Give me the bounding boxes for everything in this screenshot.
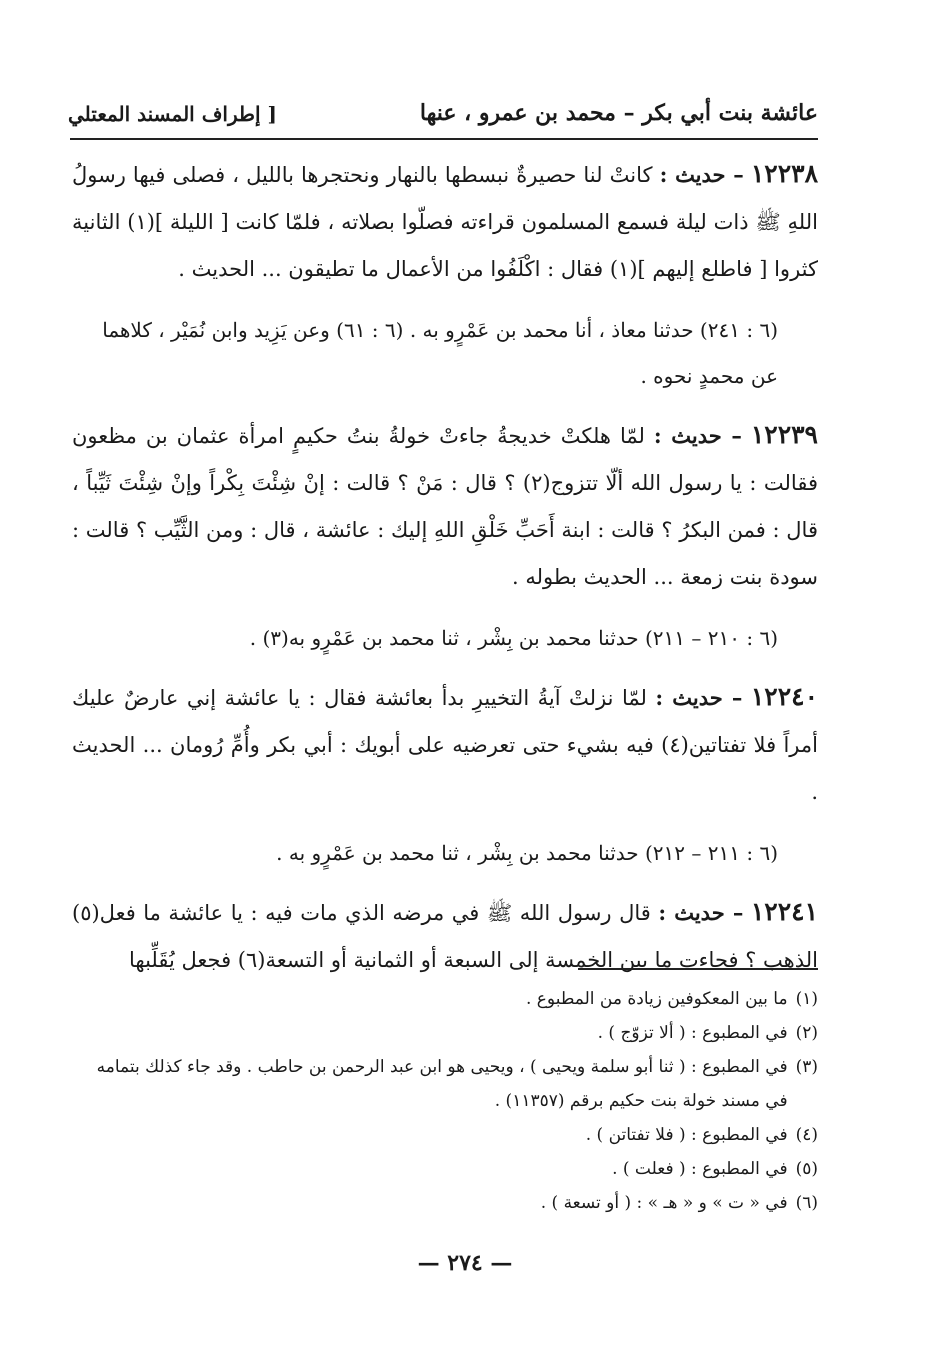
hadith-number: ١٢٢٤١: [750, 897, 819, 926]
hadith-text: لمّا هلكتْ خديجةُ جاءتْ خولةُ بنتُ حكيمٍ امرأة عثمان بن مظعون فقالت : يا رسول الله ألّا تتزوج(٢) ؟ قال : مَنْ ؟ قالت : إنْ شِئْتَ بِكْراً وإنْ شِئْتَ ثَيِّباً ، قال : فمن البكرُ ؟ قالت : ابنة أَحَبِّ خَلْقِ اللهِ إليك : عائشة ، قال : ومن الثَّيِّب ؟ قالت : سودة بنت زمعة ... الحديث بطوله .: [72, 424, 818, 589]
header-chapter-title: عائشة بنت أبي بكر – محمد بن عمرو ، عنها: [419, 100, 818, 126]
footnote-number: (٣): [795, 1057, 818, 1077]
footnote-number: (٥): [795, 1159, 818, 1179]
footnote-text: في المطبوع : ( ثنا أبو سلمة ويحيى ) ، ويحيى هو ابن عبد الرحمن بن حاطب . وقد جاء كذلك بتمامه في مسند خولة بنت حكيم برقم (١١٣٥٧) .: [96, 1057, 788, 1111]
footnote-text: في المطبوع : ( فعلت ) .: [612, 1159, 788, 1179]
footnotes: [72, 982, 818, 1220]
footnote-number: (٦): [795, 1193, 818, 1213]
header-book-title: [ إطراف المسند المعتلي: [68, 102, 277, 126]
hadith-source: (٦ : ٢١١ – ٢١٢) حدثنا محمد بن بِشْر ، ثنا محمد بن عَمْرٍو به .: [276, 841, 778, 865]
hadith-number: ١٢٢٤٠: [750, 682, 818, 711]
footnote-number: (١): [795, 989, 818, 1009]
header-rule: [70, 138, 818, 140]
hadith-source: (٦ : ٢٤١) حدثنا معاذ ، أنا محمد بن عَمْرٍو به . (٦ : ٦١) وعن يَزِيد وابن نُمَيْر ، كلاهما عن محمدٍ نحوه .: [102, 318, 778, 388]
footnote: [72, 1050, 818, 1118]
footnote-text: ما بين المعكوفين زيادة من المطبوع .: [525, 989, 788, 1009]
page-number: — ٢٧٤ —: [417, 1250, 513, 1276]
hadith-keyword: – حديث :: [659, 162, 744, 187]
hadith-entry: [72, 673, 818, 816]
footnote: [72, 1016, 818, 1050]
hadith-text: قال رسول الله ﷺ في مرضه الذي مات فيه : يا عائشة ما فعل(٥) الذهب ؟ فجاءت ما بين الخمسة إلى السبعة أو الثمانية أو التسعة(٦) فجعل يُقَلِّبها: [72, 901, 818, 972]
hadith-text: كانتْ لنا حصيرةٌ نبسطها بالنهار ونحتجرها بالليل ، فصلى فيها رسولُ اللهِ ﷺ ذات ليلة فسمع المسلمون قراءته فصلّوا بصلاته ، فلمّا كانت [ الليلة ](١) الثانية كثروا [ فاطلع إليهم ](١) فقال : اكْلَفُوا من الأعمال ما تطيقون ... الحديث .: [72, 163, 818, 281]
running-header: [68, 100, 818, 134]
footnote-text: في المطبوع : ( ألا تزوّج ) .: [597, 1023, 788, 1043]
footnote: [72, 1152, 818, 1186]
footnote-text: في المطبوع : ( فلا تفتاتن ) .: [585, 1125, 788, 1145]
footnote: [72, 1118, 818, 1152]
footnote-number: (٢): [795, 1023, 818, 1043]
hadith-entry: [72, 411, 818, 601]
hadith-keyword: – حديث :: [655, 685, 743, 710]
hadith-entry: [72, 150, 818, 293]
footnote: [72, 982, 818, 1016]
hadith-text: لمّا نزلتْ آيةُ التخييرِ بدأ بعائشة فقال : يا عائشة إني عارضٌ عليك أمراً فلا تفتاتين(٤) فيه بشيء حتى تعرضيه على أبويك : أبي بكر وأُمِّ رُومان ... الحديث .: [72, 686, 818, 804]
hadith-number: ١٢٢٣٩: [750, 420, 818, 449]
footnote-text: في « ت » و « هـ » : ( أو تسعة ) .: [540, 1193, 788, 1213]
footnote-number: (٤): [795, 1125, 818, 1145]
main-text: [72, 150, 818, 984]
hadith-keyword: – حديث :: [653, 423, 742, 448]
footnote-rule: [578, 968, 818, 970]
hadith-number: ١٢٢٣٨: [750, 159, 818, 188]
hadith-source: (٦ : ٢١٠ – ٢١١) حدثنا محمد بن بِشْر ، ثنا محمد بن عَمْرٍو به(٣) .: [249, 626, 778, 650]
hadith-keyword: – حديث :: [658, 900, 744, 925]
footnote: [72, 1186, 818, 1220]
